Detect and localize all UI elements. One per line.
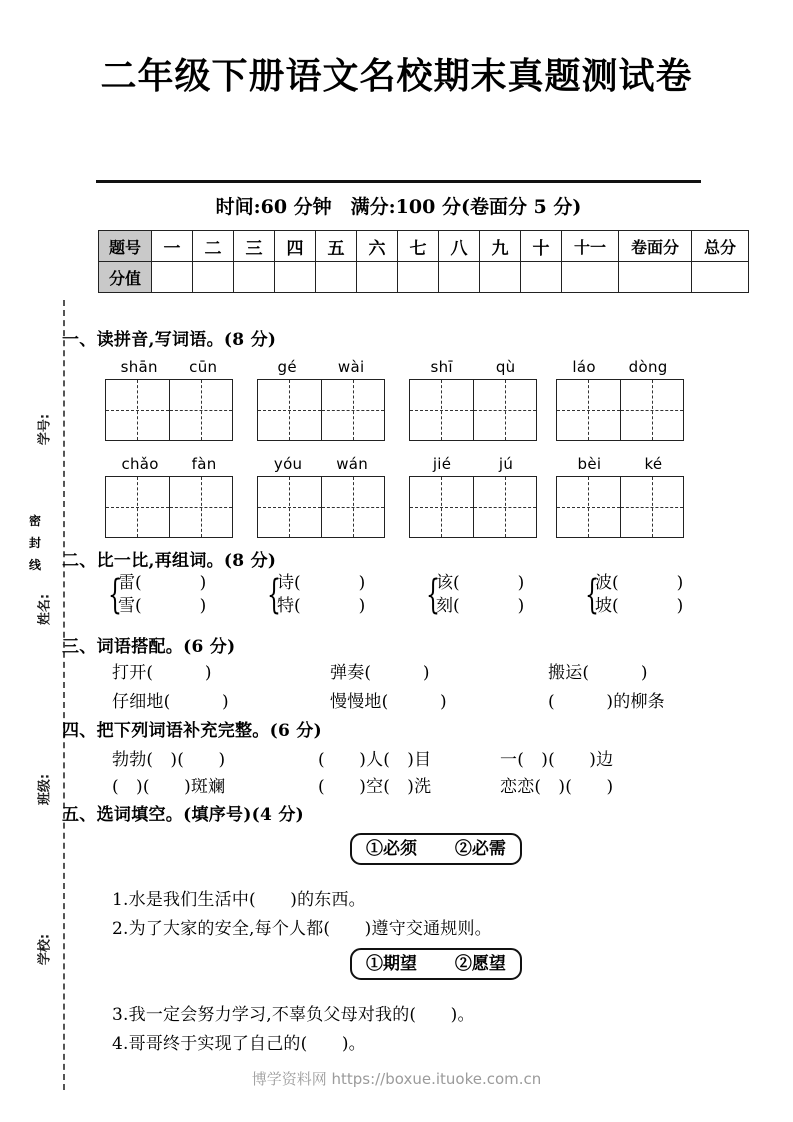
s4-row2-item3[interactable]: 恋恋( )( ) [500, 777, 614, 797]
paren-close: ) [517, 596, 525, 616]
compare-group-2 [267, 572, 365, 618]
section-5-heading: 五、选词填空。(填序号)(4 分) [62, 805, 305, 825]
writing-grid[interactable] [409, 379, 537, 441]
compare-row-top[interactable] [277, 572, 365, 595]
pinyin-syllable: jié [432, 455, 452, 473]
pinyin-label-5 [105, 455, 233, 473]
score-table-col-5: 五 [316, 231, 357, 262]
seal-dashed-line [63, 300, 65, 1090]
compare-char: 波( [595, 573, 619, 593]
brace-icon: { [585, 572, 599, 618]
word-choice-box-2[interactable] [350, 948, 522, 980]
seal-line-characters [26, 510, 44, 576]
pinyin-label-6 [257, 455, 385, 473]
pinyin-label-1 [105, 358, 233, 376]
page-title: 二年级下册语文名校期末真题测试卷 [100, 55, 693, 97]
pinyin-label-2 [257, 358, 385, 376]
s3-row1-item1[interactable]: 打开( ) [112, 663, 212, 683]
s4-row1-item3[interactable]: 一( )( )边 [500, 750, 614, 770]
margin-label-class: 班级: [37, 773, 53, 806]
writing-grid-cell[interactable] [321, 477, 385, 537]
writing-grid-cell[interactable] [410, 380, 473, 440]
score-table-col-9: 九 [480, 231, 521, 262]
compare-char: 雷( [118, 573, 142, 593]
writing-grid-cell[interactable] [106, 477, 169, 537]
score-table-row-label-score: 分值 [99, 262, 152, 293]
writing-grid[interactable] [105, 379, 233, 441]
compare-char: 雪( [118, 596, 142, 616]
paren-close: ) [199, 596, 207, 616]
section-3-heading: 三、词语搭配。(6 分) [62, 637, 236, 657]
pinyin-group-4 [556, 358, 684, 441]
compare-group-4 [585, 572, 683, 618]
score-cell-5[interactable] [316, 262, 357, 293]
s4-row1-item2[interactable]: ( )人( )目 [318, 750, 432, 770]
compare-row-top[interactable] [118, 572, 206, 595]
option-2-yuanwang[interactable]: ②愿望 [454, 954, 506, 974]
pinyin-group-2 [257, 358, 385, 441]
score-table-col-11: 十一 [562, 231, 619, 262]
section-2-heading: 二、比一比,再组词。(8 分) [62, 551, 277, 571]
s5-question-1[interactable]: 1.水是我们生活中( )的东西。 [112, 890, 366, 910]
brace-icon: { [108, 572, 122, 618]
s3-row1-item2[interactable]: 弹奏( ) [330, 663, 430, 683]
compare-words-3 [436, 572, 524, 618]
compare-words-4 [595, 572, 683, 618]
seal-char-xian: 线 [28, 558, 41, 572]
s3-row1-item3[interactable]: 搬运( ) [548, 663, 648, 683]
footer-watermark: 博学资料网 https://boxue.ituoke.com.cn [251, 1070, 542, 1088]
seal-char-mi: 密 [28, 514, 41, 528]
paren-close: ) [199, 573, 207, 593]
compare-row-bottom[interactable] [436, 595, 524, 618]
score-cell-total[interactable] [692, 262, 749, 293]
writing-grid-cell[interactable] [106, 380, 169, 440]
compare-group-3 [426, 572, 524, 618]
pinyin-syllable: láo [572, 358, 596, 376]
pinyin-syllable: cūn [189, 358, 218, 376]
s4-row2-item1[interactable]: ( )( )斑斓 [112, 777, 226, 797]
brace-icon: { [426, 572, 440, 618]
score-table-col-4: 四 [275, 231, 316, 262]
compare-row-top[interactable] [436, 572, 524, 595]
writing-grid-cell[interactable] [557, 380, 620, 440]
word-choice-box-1[interactable] [350, 833, 522, 865]
margin-label-name: 姓名: [37, 593, 53, 626]
option-1-bixu[interactable]: ①必须 [366, 839, 417, 859]
score-table-col-6: 六 [357, 231, 398, 262]
compare-words-1 [118, 572, 206, 618]
score-table-col-1: 一 [152, 231, 193, 262]
paren-close: ) [676, 596, 684, 616]
section-4-heading: 四、把下列词语补充完整。(6 分) [62, 721, 322, 741]
option-2-bixu[interactable]: ②必需 [454, 839, 506, 859]
compare-char: 该( [436, 573, 460, 593]
score-table-col-3: 三 [234, 231, 275, 262]
margin-label-student-id: 学号: [37, 413, 53, 446]
score-table-row-label-number: 题号 [99, 231, 152, 262]
pinyin-group-7 [409, 455, 537, 538]
score-table-col-8: 八 [439, 231, 480, 262]
writing-grid-cell[interactable] [620, 477, 684, 537]
s5-question-3[interactable]: 3.我一定会努力学习,不辜负父母对我的( )。 [112, 1005, 475, 1025]
writing-grid-cell[interactable] [473, 380, 537, 440]
writing-grid-cell[interactable] [258, 477, 321, 537]
score-table-col-2: 二 [193, 231, 234, 262]
writing-grid-cell[interactable] [410, 477, 473, 537]
s3-row2-item1[interactable]: 仔细地( ) [112, 692, 229, 712]
pinyin-group-6 [257, 455, 385, 538]
s5-question-2[interactable]: 2.为了大家的安全,每个人都( )遵守交通规则。 [112, 919, 492, 939]
pinyin-syllable: jú [498, 455, 514, 473]
margin-label-school: 学校: [37, 933, 53, 966]
s3-row2-item2[interactable]: 慢慢地( ) [330, 692, 447, 712]
header-divider [96, 180, 701, 183]
compare-row-bottom[interactable] [118, 595, 206, 618]
score-cell-10[interactable] [521, 262, 562, 293]
pinyin-syllable: shī [430, 358, 453, 376]
score-cell-11[interactable] [562, 262, 619, 293]
writing-grid[interactable] [257, 379, 385, 441]
s5-question-4[interactable]: 4.哥哥终于实现了自己的( )。 [112, 1034, 366, 1054]
writing-grid-cell[interactable] [169, 380, 233, 440]
pinyin-label-3 [409, 358, 537, 376]
seal-margin [18, 300, 68, 1090]
writing-grid-cell[interactable] [258, 380, 321, 440]
compare-char: 诗( [277, 573, 301, 593]
seal-char-feng: 封 [28, 536, 41, 550]
paren-close: ) [676, 573, 684, 593]
pinyin-group-1 [105, 358, 233, 441]
compare-row-bottom[interactable] [595, 595, 683, 618]
score-cell-presentation[interactable] [619, 262, 692, 293]
score-cell-2[interactable] [193, 262, 234, 293]
writing-grid-cell[interactable] [169, 477, 233, 537]
pinyin-syllable: bèi [577, 455, 602, 473]
pinyin-syllable: chǎo [121, 455, 159, 473]
compare-group-1 [108, 572, 206, 618]
pinyin-syllable: yóu [273, 455, 303, 473]
writing-grid-cell[interactable] [557, 477, 620, 537]
pinyin-group-3 [409, 358, 537, 441]
pinyin-label-8 [556, 455, 684, 473]
writing-grid[interactable] [257, 476, 385, 538]
option-1-qiwang[interactable]: ①期望 [366, 954, 417, 974]
paren-close: ) [358, 573, 366, 593]
compare-char: 坡( [595, 596, 619, 616]
pinyin-syllable: fàn [191, 455, 217, 473]
score-table-col-presentation: 卷面分 [619, 231, 692, 262]
compare-char: 特( [277, 596, 301, 616]
score-cell-7[interactable] [398, 262, 439, 293]
score-cell-4[interactable] [275, 262, 316, 293]
writing-grid[interactable] [409, 476, 537, 538]
pinyin-syllable: qù [495, 358, 516, 376]
writing-grid-cell[interactable] [620, 380, 684, 440]
pinyin-group-8 [556, 455, 684, 538]
brace-icon: { [267, 572, 281, 618]
s4-row2-item2[interactable]: ( )空( )洗 [318, 777, 432, 797]
section-1-heading: 一、读拼音,写词语。(8 分) [62, 330, 277, 350]
score-table-col-total: 总分 [692, 231, 749, 262]
pinyin-label-4 [556, 358, 684, 376]
pinyin-syllable: wài [337, 358, 365, 376]
compare-row-top[interactable] [595, 572, 683, 595]
pinyin-syllable: ké [644, 455, 663, 473]
pinyin-syllable: dòng [628, 358, 668, 376]
writing-grid[interactable] [556, 476, 684, 538]
s3-row2-item3[interactable]: ( )的柳条 [548, 692, 665, 712]
compare-row-bottom[interactable] [277, 595, 365, 618]
paren-close: ) [358, 596, 366, 616]
writing-grid[interactable] [556, 379, 684, 441]
pinyin-syllable: wán [336, 455, 369, 473]
score-cell-1[interactable] [152, 262, 193, 293]
score-cell-3[interactable] [234, 262, 275, 293]
score-table [98, 230, 749, 293]
compare-char: 刻( [436, 596, 460, 616]
paren-close: ) [517, 573, 525, 593]
exam-meta-line: 时间:60 分钟 满分:100 分(卷面分 5 分) [215, 196, 582, 218]
pinyin-syllable: shān [120, 358, 158, 376]
score-cell-6[interactable] [357, 262, 398, 293]
score-cell-9[interactable] [480, 262, 521, 293]
pinyin-syllable: gé [277, 358, 297, 376]
score-table-col-7: 七 [398, 231, 439, 262]
compare-words-2 [277, 572, 365, 618]
writing-grid-cell[interactable] [321, 380, 385, 440]
writing-grid[interactable] [105, 476, 233, 538]
table-row-header [99, 231, 749, 262]
score-table-col-10: 十 [521, 231, 562, 262]
score-cell-8[interactable] [439, 262, 480, 293]
pinyin-group-5 [105, 455, 233, 538]
pinyin-label-7 [409, 455, 537, 473]
s4-row1-item1[interactable]: 勃勃( )( ) [112, 750, 226, 770]
table-row-values [99, 262, 749, 293]
writing-grid-cell[interactable] [473, 477, 537, 537]
